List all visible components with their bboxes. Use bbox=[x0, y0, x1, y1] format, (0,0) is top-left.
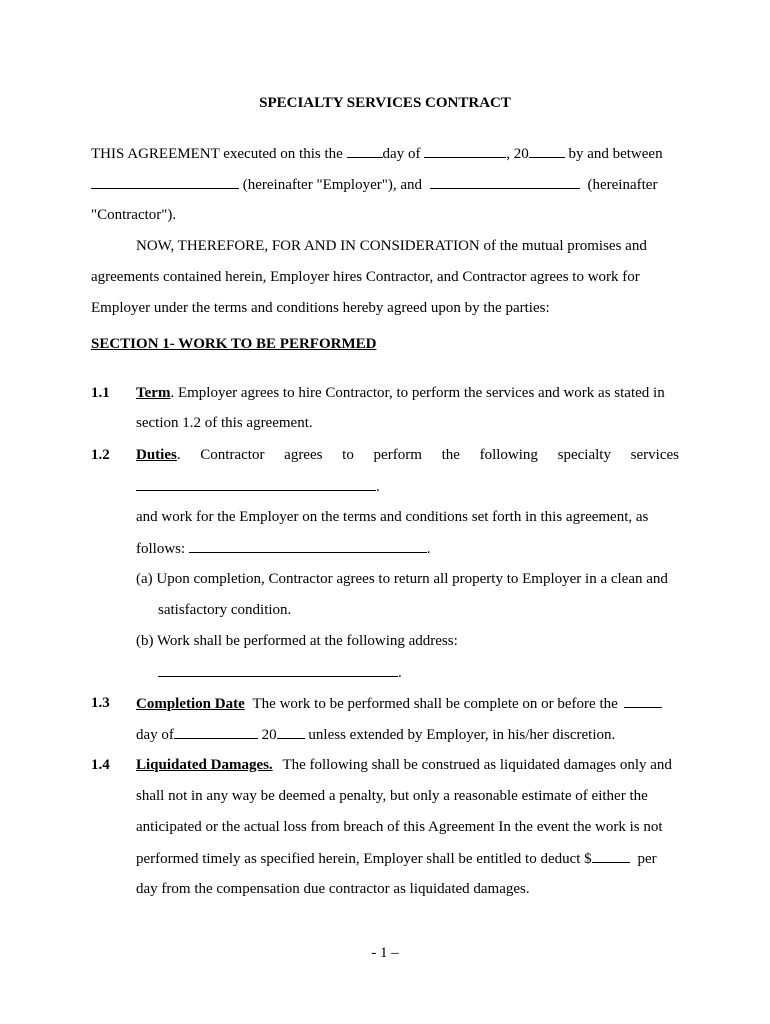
clause-1-4-line-5: day from the compensation due contractor as liquidated damages. bbox=[136, 881, 530, 897]
clause-1-4-line-1 bbox=[136, 756, 672, 774]
clause-1-4-deduct: performed timely as specified herein, Employer shall be entitled to deduct $ bbox=[136, 851, 592, 867]
word-to: to bbox=[342, 447, 354, 463]
clause-1-2-line-4 bbox=[136, 539, 431, 558]
damages-amount-blank[interactable] bbox=[592, 849, 630, 863]
clause-1-2-heading bbox=[136, 446, 181, 464]
completion-year-blank[interactable] bbox=[277, 725, 305, 739]
clause-1-1-text: . Employer agrees to hire Contractor, to perform the services and work as stated in bbox=[170, 385, 665, 401]
services-blank-end: . bbox=[376, 479, 380, 495]
word-following: following bbox=[479, 447, 538, 463]
word-agrees: agrees bbox=[284, 447, 323, 463]
clause-1-2-line-3: and work for the Employer on the terms and conditions set forth in this agreement, as bbox=[136, 509, 649, 525]
page-number: - 1 – bbox=[371, 945, 399, 961]
clause-1-1-term: Term bbox=[136, 385, 171, 401]
clause-1-1-line-2: section 1.2 of this agreement. bbox=[136, 415, 313, 431]
clause-1-3-day-of: day of bbox=[136, 727, 174, 743]
section-1-heading: SECTION 1- WORK TO BE PERFORMED bbox=[91, 336, 377, 352]
completion-month-blank[interactable] bbox=[174, 725, 258, 739]
clause-1-4-line-4 bbox=[136, 849, 657, 868]
clause-1-4-term: Liquidated Damages. bbox=[136, 757, 273, 773]
clause-1-2-a-line-2: satisfactory condition. bbox=[158, 602, 292, 618]
clause-1-1-line-1 bbox=[136, 384, 665, 402]
clause-1-2-period: . bbox=[176, 447, 181, 463]
follows-blank[interactable] bbox=[189, 539, 427, 553]
word-the: the bbox=[441, 447, 460, 463]
clause-1-4-number: 1.4 bbox=[91, 757, 110, 773]
consideration-line-1: NOW, THEREFORE, FOR AND IN CONSIDERATION of the mutual promises and bbox=[136, 238, 647, 254]
clause-1-4-line-3: anticipated or the actual loss from breach of this Agreement In the event the work is not bbox=[136, 819, 663, 835]
clause-1-2-a-line-1: (a) Upon completion, Contractor agrees to return all property to Employer in a clean and bbox=[136, 571, 668, 587]
clause-1-2-line-1 bbox=[136, 446, 679, 464]
clause-1-1-number: 1.1 bbox=[91, 385, 110, 401]
intro-text-5: (hereinafter "Employer"), and bbox=[242, 177, 422, 193]
clause-1-4-text-1: The following shall be construed as liquidated damages only and bbox=[282, 757, 672, 773]
clause-1-4-per: per bbox=[637, 851, 657, 867]
intro-text-2: day of bbox=[382, 146, 421, 162]
clause-1-3-twenty: 20 bbox=[261, 727, 277, 743]
follows-end: . bbox=[426, 541, 431, 557]
clause-1-2-line-2 bbox=[136, 477, 380, 496]
word-contractor: Contractor bbox=[200, 447, 265, 463]
consideration-line-2: agreements contained herein, Employer hires Contractor, and Contractor agrees to work for bbox=[91, 269, 640, 285]
clause-1-3-text: The work to be performed shall be complete on or before the bbox=[252, 696, 618, 712]
intro-text-1: THIS AGREEMENT executed on this the bbox=[91, 146, 343, 162]
clause-1-2-b-line-1: (b) Work shall be performed at the following address: bbox=[136, 633, 458, 649]
intro-text-3: , 20 bbox=[506, 146, 529, 162]
word-services: services bbox=[630, 447, 679, 463]
clause-1-4-line-2: shall not in any way be deemed a penalty, but only a reasonable estimate of either the bbox=[136, 788, 648, 804]
address-blank-end: . bbox=[398, 665, 402, 681]
word-perform: perform bbox=[373, 447, 422, 463]
clause-1-2-b-line-2 bbox=[158, 663, 402, 682]
completion-day-blank[interactable] bbox=[624, 694, 662, 708]
clause-1-3-extension: unless extended by Employer, in his/her discretion. bbox=[308, 727, 616, 743]
clause-1-2-term: Duties bbox=[136, 447, 177, 463]
employer-name-blank[interactable] bbox=[91, 175, 239, 189]
intro-text-4: by and between bbox=[568, 146, 663, 162]
clause-1-3-line-2 bbox=[136, 725, 615, 744]
year-blank[interactable] bbox=[529, 144, 565, 158]
clause-1-3-number: 1.3 bbox=[91, 695, 110, 711]
intro-line-2 bbox=[91, 175, 657, 194]
services-blank[interactable] bbox=[136, 477, 376, 491]
intro-line-1 bbox=[91, 144, 663, 163]
document-title: SPECIALTY SERVICES CONTRACT bbox=[259, 95, 511, 111]
clause-1-3-line-1 bbox=[136, 694, 662, 713]
clause-1-3-term: Completion Date bbox=[136, 696, 245, 712]
intro-line-3: "Contractor"). bbox=[91, 207, 177, 223]
address-blank[interactable] bbox=[158, 663, 398, 677]
clause-1-2-number: 1.2 bbox=[91, 447, 110, 463]
month-blank[interactable] bbox=[424, 144, 506, 158]
contractor-name-blank[interactable] bbox=[430, 175, 580, 189]
day-blank[interactable] bbox=[347, 144, 383, 158]
follows-label: follows: bbox=[136, 541, 186, 557]
consideration-line-3: Employer under the terms and conditions hereby agreed upon by the parties: bbox=[91, 300, 550, 316]
word-specialty: specialty bbox=[557, 447, 611, 463]
intro-text-6: (hereinafter bbox=[587, 177, 658, 193]
